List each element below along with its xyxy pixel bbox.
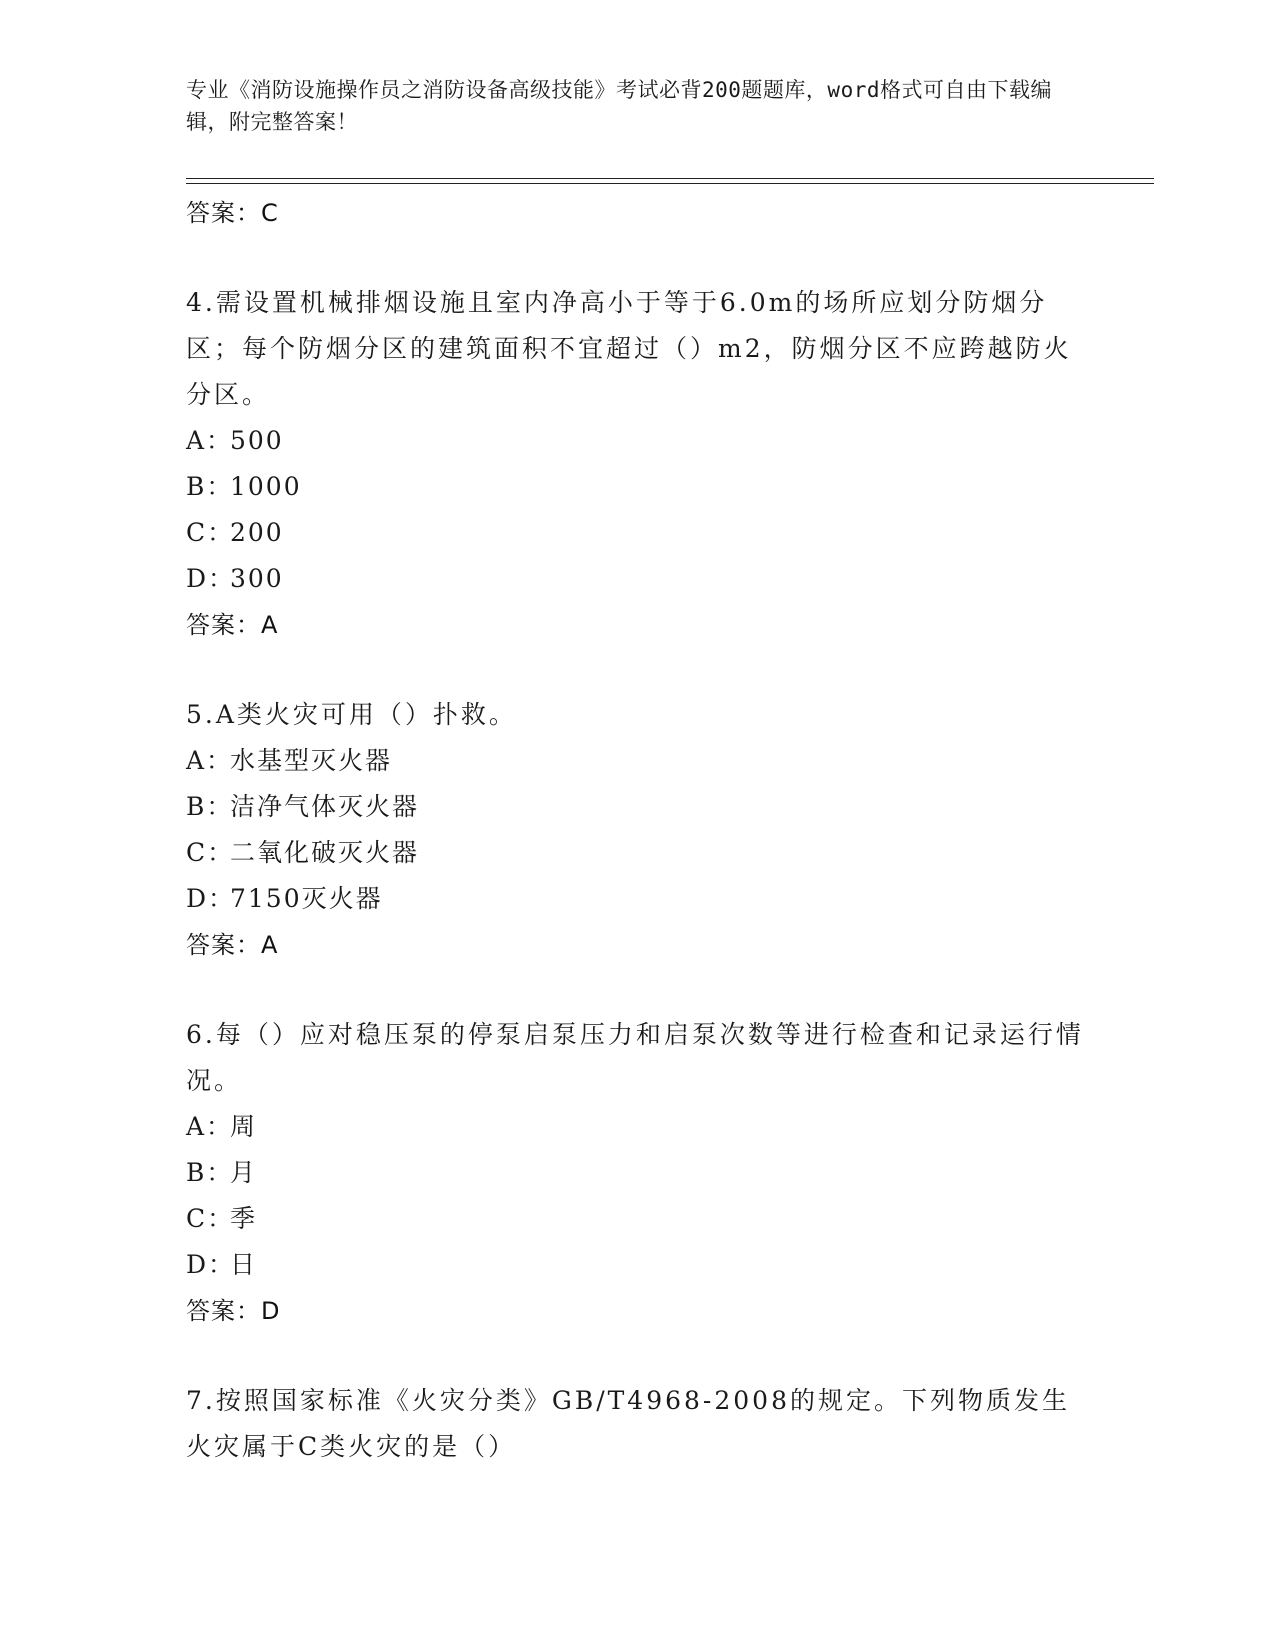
option-a <box>186 418 1086 464</box>
document-header: 专业《消防设施操作员之消防设备高级技能》考试必背200题题库，word格式可自由下载编辑，附完整答案！ <box>186 78 1052 134</box>
option-letter: C： <box>186 1204 235 1233</box>
option-b <box>186 1150 1086 1196</box>
option-c <box>186 1196 1086 1242</box>
header-divider-bottom <box>186 183 1154 184</box>
option-letter: A： <box>186 746 234 775</box>
question-item <box>186 1378 1086 1470</box>
option-b <box>186 464 1086 510</box>
question-stem: 7.按照国家标准《火灾分类》GB/T4968-2008的规定。下列物质发生火灾属于C类火灾的是（） <box>186 1386 1070 1461</box>
option-letter: B： <box>186 1158 234 1187</box>
option-b <box>186 784 1086 830</box>
option-letter: A： <box>186 426 234 455</box>
question-item <box>186 692 1086 968</box>
option-letter: C： <box>186 518 235 547</box>
answer-line: 答案：A <box>186 611 279 639</box>
answer-line: 答案：C <box>186 199 279 227</box>
option-letter: B： <box>186 472 234 501</box>
answer-line: 答案：A <box>186 931 279 959</box>
option-text: 日 <box>230 1250 258 1279</box>
option-letter: C： <box>186 838 235 867</box>
option-text: 7150灭火器 <box>230 884 383 913</box>
question-stem: 4.需设置机械排烟设施且室内净高小于等于6.0m的场所应划分防烟分区；每个防烟分区的建筑面积不宜超过（）m2，防烟分区不应跨越防火分区。 <box>186 288 1072 409</box>
option-letter: D： <box>186 1250 236 1279</box>
question-item <box>186 1012 1086 1334</box>
option-letter: A： <box>186 1112 234 1141</box>
option-text: 水基型灭火器 <box>230 746 393 775</box>
option-text: 二氧化破灭火器 <box>230 838 420 867</box>
option-d <box>186 1242 1086 1288</box>
question-stem: 6.每（）应对稳压泵的停泵启泵压力和启泵次数等进行检查和记录运行情况。 <box>186 1020 1084 1095</box>
header-divider-top <box>186 178 1154 179</box>
option-d <box>186 556 1086 602</box>
option-letter: B： <box>186 792 234 821</box>
option-text: 300 <box>230 564 284 593</box>
option-c <box>186 830 1086 876</box>
option-d <box>186 876 1086 922</box>
question-item <box>186 280 1086 648</box>
option-text: 1000 <box>230 472 302 501</box>
option-c <box>186 510 1086 556</box>
option-a <box>186 738 1086 784</box>
option-letter: D： <box>186 564 236 593</box>
option-letter: D： <box>186 884 236 913</box>
option-text: 200 <box>230 518 284 547</box>
option-text: 洁净气体灭火器 <box>230 792 420 821</box>
question-stem: 5.A类火灾可用（）扑救。 <box>186 700 517 729</box>
option-text: 月 <box>230 1158 258 1187</box>
option-text: 季 <box>230 1204 258 1233</box>
option-a <box>186 1104 1086 1150</box>
option-text: 500 <box>230 426 284 455</box>
option-text: 周 <box>230 1112 258 1141</box>
answer-line: 答案：D <box>186 1297 281 1325</box>
question-content <box>186 190 1086 1470</box>
